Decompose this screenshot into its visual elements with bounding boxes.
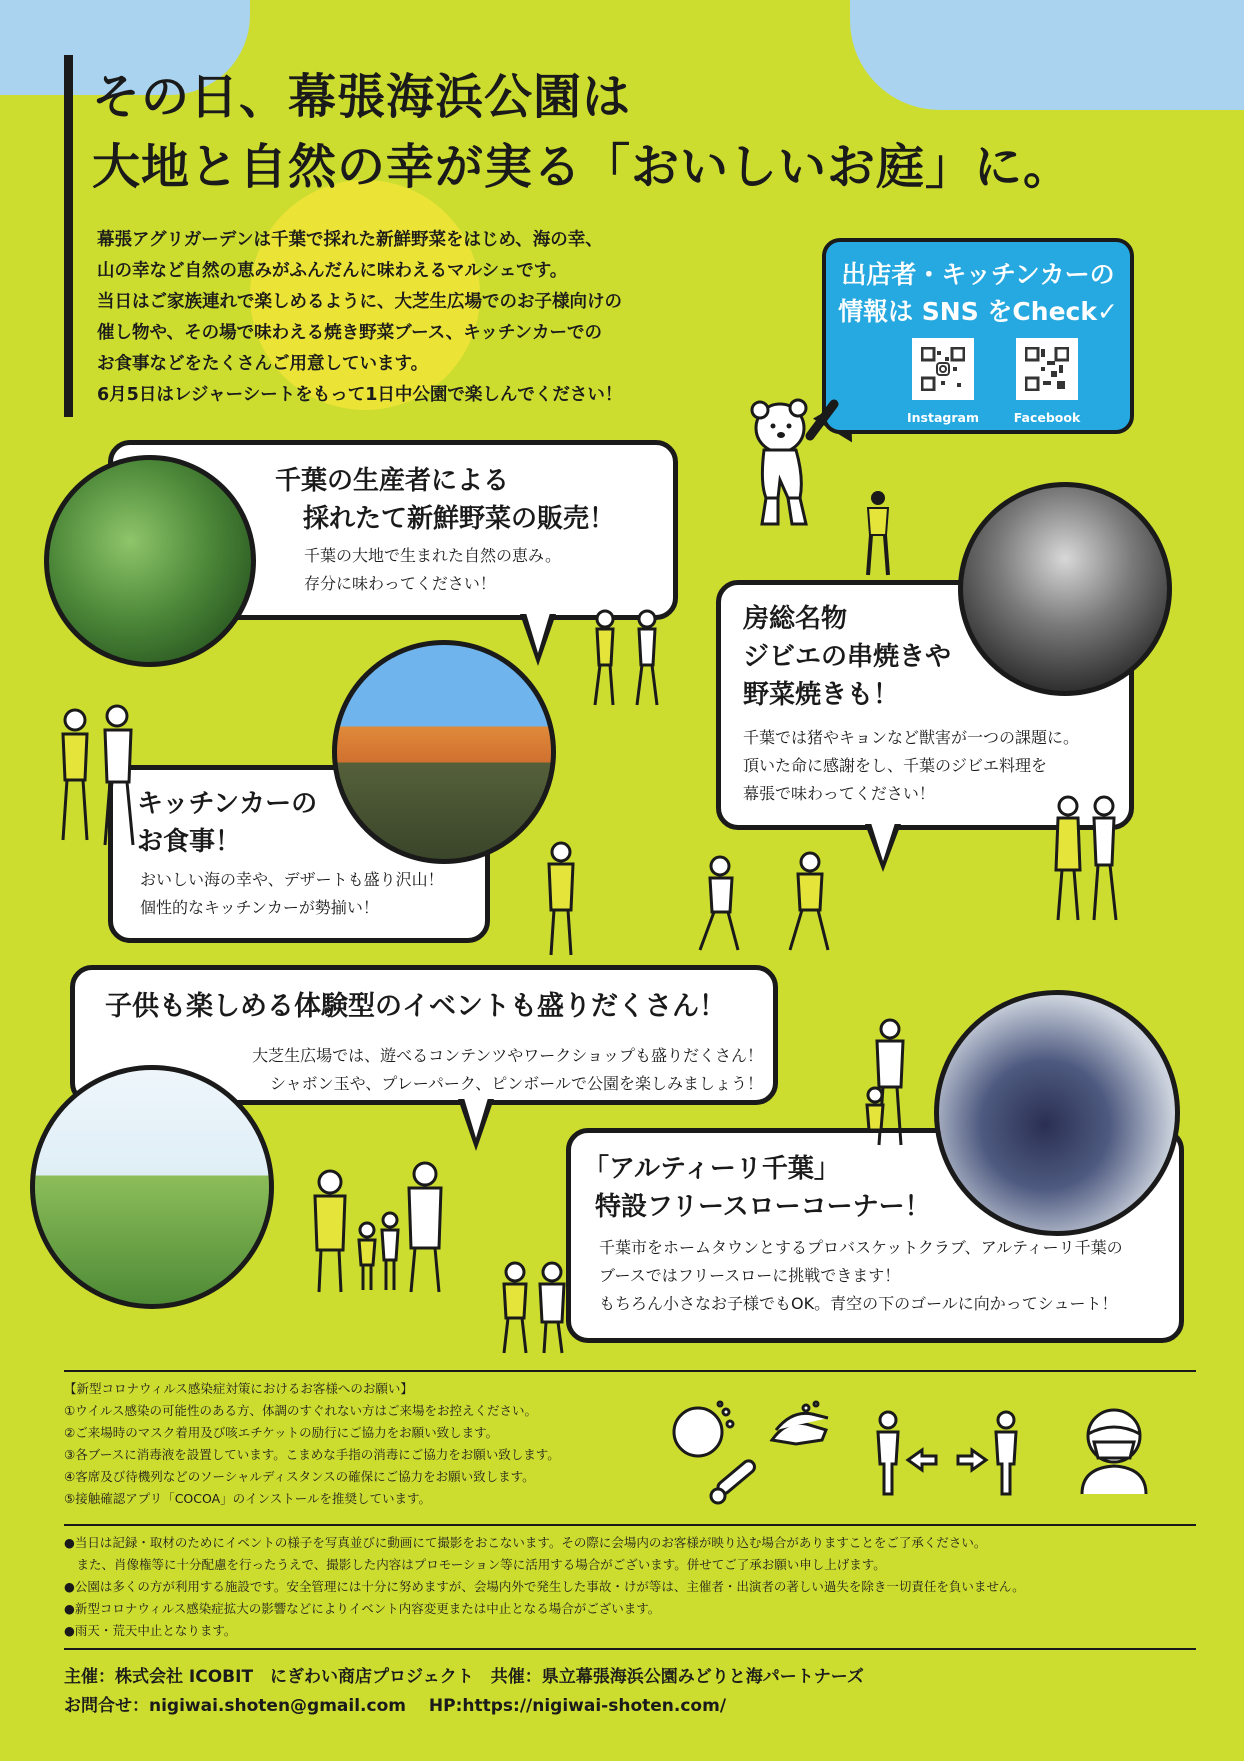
note-item: ●新型コロナウィルス感染症拡大の影響などによりイベント内容変更または中止となる場合がございます。 [64, 1601, 661, 1616]
sns-title [826, 256, 1130, 330]
intro-line: 幕張アグリガーデンは千葉で採れた新鮮野菜をはじめ、海の幸、 [97, 230, 603, 250]
section-title-line: 特設フリースローコーナー！ [595, 1192, 931, 1222]
section-title-line: 「アルティーリ千葉」 [583, 1154, 840, 1184]
intro-line: 催し物や、その場で味わえる焼き野菜ブース、キッチンカーでの [97, 323, 603, 343]
altiri-title [583, 1150, 931, 1226]
sns-title-line: 情報は SNS をCheck✓ [838, 297, 1118, 326]
section-title-line: ジビエの串焼きや [743, 642, 952, 672]
bear-mascot-icon [748, 398, 843, 530]
kitchen-car-title [137, 785, 317, 861]
people-illustration [690, 850, 850, 960]
covid-item: ④客席及び待機列などのソーシャルディスタンスの確保にご協力をお願い致します。 [64, 1469, 535, 1484]
vegetables-photo [44, 455, 256, 667]
children-photo [30, 1065, 274, 1309]
covid-item: ③各ブースに消毒液を設置しています。こまめな手指の消毒にご協力をお願い致します。 [64, 1447, 560, 1462]
people-illustration [585, 605, 675, 715]
kitchen-car-photo [332, 640, 556, 864]
title-line-1: その日、幕張海浜公園は [92, 69, 632, 125]
facebook-qr-code[interactable] [1016, 338, 1078, 400]
section-text-line: 存分に味わってください！ [304, 574, 496, 593]
section-text-line: 頂いた命に感謝をし、千葉のジビエ料理を [743, 756, 1048, 775]
section-text-line: シャボン玉や、プレーパーク、ピンボールで公園を楽しみましょう！ [270, 1074, 763, 1093]
page-title [92, 62, 1072, 202]
title-accent-bar [64, 55, 73, 417]
people-illustration [55, 700, 150, 850]
people-illustration [1048, 790, 1128, 930]
instagram-label: Instagram [907, 410, 979, 425]
section-text-line: 千葉では猪やキョンなど獣害が一つの課題に。 [743, 728, 1080, 747]
covid-item: ①ウイルス感染の可能性のある方、体調のすぐれない方はご来場をお控えください。 [64, 1403, 537, 1418]
note-item: ●雨天・荒天中止となります。 [64, 1623, 237, 1638]
section-title-line: 子供も楽しめる体験型のイベントも盛りだくさん！ [105, 991, 726, 1022]
instagram-qr-code[interactable] [912, 338, 974, 400]
social-distance-icon [872, 1410, 1022, 1500]
divider [64, 1648, 1196, 1650]
vegetables-text [304, 542, 561, 598]
thermometer-icon [706, 1450, 766, 1510]
people-illustration [855, 1015, 925, 1155]
sns-title-line: 出店者・キッチンカーの [841, 260, 1115, 289]
section-title-line: 野菜焼きも！ [743, 680, 900, 710]
note-item: ●当日は記録・取材のためにイベントの様子を写真並びに動画にて撮影をおこないます。その際に会場内のお客様が映り込む場合がありますことをご了承ください。 [64, 1535, 987, 1550]
bubble-tail-fill [464, 1098, 488, 1138]
bubble-tail-fill [526, 613, 550, 653]
intro-line: 6月5日はレジャーシートをもって1日中公園で楽しんでください！ [97, 385, 623, 405]
covid-item: ②ご来場時のマスク着用及び咳エチケットの励行にご協力をお願い致します。 [64, 1425, 499, 1440]
section-text-line: 千葉の大地で生まれた自然の恵み。 [304, 546, 561, 565]
family-illustration [305, 1160, 465, 1300]
gibier-title [743, 600, 951, 714]
divider [64, 1370, 1196, 1372]
section-title-line: お食事！ [137, 827, 242, 857]
section-title-line: キッチンカーの [137, 789, 318, 819]
note-item: また、肖像権等に十分配慮を行ったうえで、撮影した内容はプロモーション等に活用する場合がございます。併せてご了承お願い申し上げます。 [64, 1557, 886, 1572]
covid-heading: 【新型コロナウィルス感染症対策におけるお客様へのお願い】 [64, 1381, 413, 1396]
vegetables-title [275, 462, 615, 538]
mask-icon [1074, 1400, 1154, 1496]
section-text-line: もちろん小さなお子様でもOK。青空の下のゴールに向かってシュート！ [599, 1294, 1118, 1313]
section-title-line: 採れたて新鮮野菜の販売！ [303, 504, 616, 534]
section-text-line: 千葉市をホームタウンとするプロバスケットクラブ、アルティーリ千葉の [599, 1238, 1123, 1257]
hand-washing-icon [766, 1400, 832, 1460]
section-text-line: 幕張で味わってください！ [743, 784, 935, 803]
contact-line[interactable]: お問合せ：nigiwai.shoten@gmail.com HP:https://nigiwai-shoten.com/ [64, 1696, 727, 1716]
section-text-line: おいしい海の幸や、デザートも盛り沢山！ [140, 870, 444, 889]
people-illustration [536, 840, 586, 960]
person-illustration [858, 490, 898, 580]
section-text-line: 個性的なキッチンカーが勢揃い！ [140, 898, 379, 917]
sns-callout [822, 238, 1134, 434]
chef-grilling-photo [958, 482, 1172, 696]
covid-notice [64, 1378, 560, 1510]
section-text-line: 大芝生広場では、遊べるコンテンツやワークショップも盛りだくさん！ [252, 1046, 763, 1065]
kitchen-car-text [140, 866, 444, 922]
intro-line: 当日はご家族連れで楽しめるように、大芝生広場でのお子様向けの [97, 292, 622, 312]
basketball-photo [934, 990, 1180, 1236]
people-illustration [490, 1258, 580, 1358]
title-line-2: 大地と自然の幸が実る「おいしいお庭」に。 [92, 139, 1073, 195]
intro-line: お食事などをたくさんご用意しています。 [97, 354, 429, 374]
section-text-line: ブースではフリースローに挑戦できます！ [599, 1266, 901, 1285]
general-notes [64, 1532, 1025, 1642]
intro-text [97, 225, 622, 411]
facebook-label: Facebook [1013, 410, 1081, 425]
kids-event-title [105, 988, 726, 1026]
note-item: ●公園は多くの方が利用する施設です。安全管理には十分に努めますが、会場内外で発生した事故・けが等は、主催者・出演者の著しい過失を除き一切責任を負いません。 [64, 1579, 1025, 1594]
section-title-line: 房総名物 [743, 604, 848, 634]
covid-item: ⑤接触確認アプリ「COCOA」のインストールを推奨しています。 [64, 1491, 432, 1506]
section-title-line: 千葉の生産者による [275, 466, 510, 496]
bubble-tail-fill [871, 823, 895, 861]
intro-line: 山の幸など自然の恵みがふんだんに味わえるマルシェです。 [97, 261, 568, 281]
kids-event-text [242, 1042, 763, 1098]
altiri-text [599, 1234, 1123, 1318]
gibier-text [743, 724, 1079, 808]
organizer-line: 主催：株式会社 ICOBIT にぎわい商店プロジェクト 共催：県立幕張海浜公園みどりと海パートナーズ [64, 1667, 864, 1687]
divider [64, 1524, 1196, 1526]
